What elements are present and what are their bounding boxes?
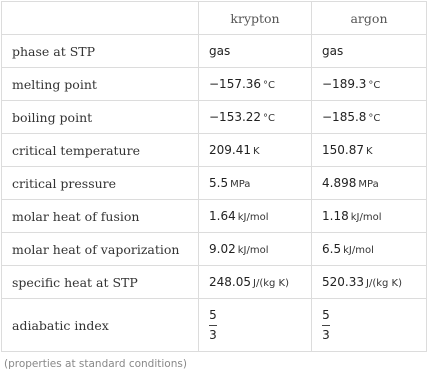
unit-text: K <box>366 146 373 157</box>
value-text: 520.33 <box>322 275 364 289</box>
argon-value-cell <box>312 167 427 200</box>
unit-text: J/(kg K) <box>253 278 289 289</box>
row-label: adiabatic index <box>2 299 199 352</box>
comparison-table-container <box>1 1 426 352</box>
footnote: (properties at standard conditions) <box>4 358 187 370</box>
argon-value-cell <box>312 134 427 167</box>
header-empty-cell <box>2 2 199 35</box>
table-row <box>2 167 427 200</box>
unit-text: kJ/mol <box>343 245 374 256</box>
value-text: −157.36 <box>209 77 262 91</box>
unit-text: °C <box>368 113 381 124</box>
header-argon: argon <box>312 2 427 35</box>
krypton-value-cell <box>199 101 312 134</box>
row-label: melting point <box>2 68 199 101</box>
value-text: 9.02 <box>209 242 236 256</box>
value-text: 6.5 <box>322 242 342 256</box>
value-text: 150.87 <box>322 143 364 157</box>
unit-text: MPa <box>358 179 379 190</box>
unit-text: °C <box>263 113 276 124</box>
unit-text: K <box>253 146 260 157</box>
unit-text: MPa <box>230 179 251 190</box>
argon-value-cell <box>312 299 427 352</box>
table-row <box>2 68 427 101</box>
unit-text: kJ/mol <box>237 212 269 223</box>
row-label: molar heat of vaporization <box>2 233 199 266</box>
fraction <box>322 308 330 343</box>
table-row <box>2 134 427 167</box>
row-label: critical pressure <box>2 167 199 200</box>
unit-text: kJ/mol <box>237 245 269 256</box>
table-row <box>2 35 427 68</box>
fraction-numerator: 5 <box>209 307 217 322</box>
value-text: 209.41 <box>209 143 251 157</box>
krypton-value-cell <box>199 68 312 101</box>
krypton-value-cell <box>199 35 312 68</box>
fraction-numerator: 5 <box>322 307 330 322</box>
header-row <box>2 2 427 35</box>
table-row <box>2 101 427 134</box>
argon-value-cell <box>312 233 427 266</box>
value-text: 5.5 <box>209 176 229 190</box>
krypton-value-cell <box>199 233 312 266</box>
value-text: 248.05 <box>209 275 251 289</box>
unit-text: J/(kg K) <box>366 278 402 289</box>
comparison-table <box>1 1 427 352</box>
krypton-value-cell <box>199 167 312 200</box>
unit-text: kJ/mol <box>350 212 382 223</box>
value-text: −189.3 <box>322 77 367 91</box>
argon-value-cell <box>312 266 427 299</box>
fraction-bar <box>322 325 330 326</box>
krypton-value-cell <box>199 134 312 167</box>
table-row <box>2 266 427 299</box>
unit-text: °C <box>368 80 381 91</box>
table-row <box>2 299 427 352</box>
header-krypton: krypton <box>199 2 312 35</box>
krypton-value-cell <box>199 266 312 299</box>
row-label: critical temperature <box>2 134 199 167</box>
argon-value-cell <box>312 35 427 68</box>
value-text: −153.22 <box>209 110 262 124</box>
krypton-value-cell <box>199 200 312 233</box>
row-label: boiling point <box>2 101 199 134</box>
value-text: −185.8 <box>322 110 367 124</box>
argon-value-cell <box>312 101 427 134</box>
value-text: gas <box>322 44 344 58</box>
fraction-denominator: 3 <box>322 327 330 342</box>
fraction <box>209 308 217 343</box>
row-label: specific heat at STP <box>2 266 199 299</box>
value-text: 1.64 <box>209 209 236 223</box>
table-row <box>2 200 427 233</box>
krypton-value-cell <box>199 299 312 352</box>
fraction-denominator: 3 <box>209 327 217 342</box>
unit-text: °C <box>263 80 276 91</box>
argon-value-cell <box>312 200 427 233</box>
row-label: molar heat of fusion <box>2 200 199 233</box>
value-text: 1.18 <box>322 209 349 223</box>
argon-value-cell <box>312 68 427 101</box>
value-text: gas <box>209 44 231 58</box>
value-text: 4.898 <box>322 176 357 190</box>
fraction-bar <box>209 325 217 326</box>
row-label: phase at STP <box>2 35 199 68</box>
table-row <box>2 233 427 266</box>
